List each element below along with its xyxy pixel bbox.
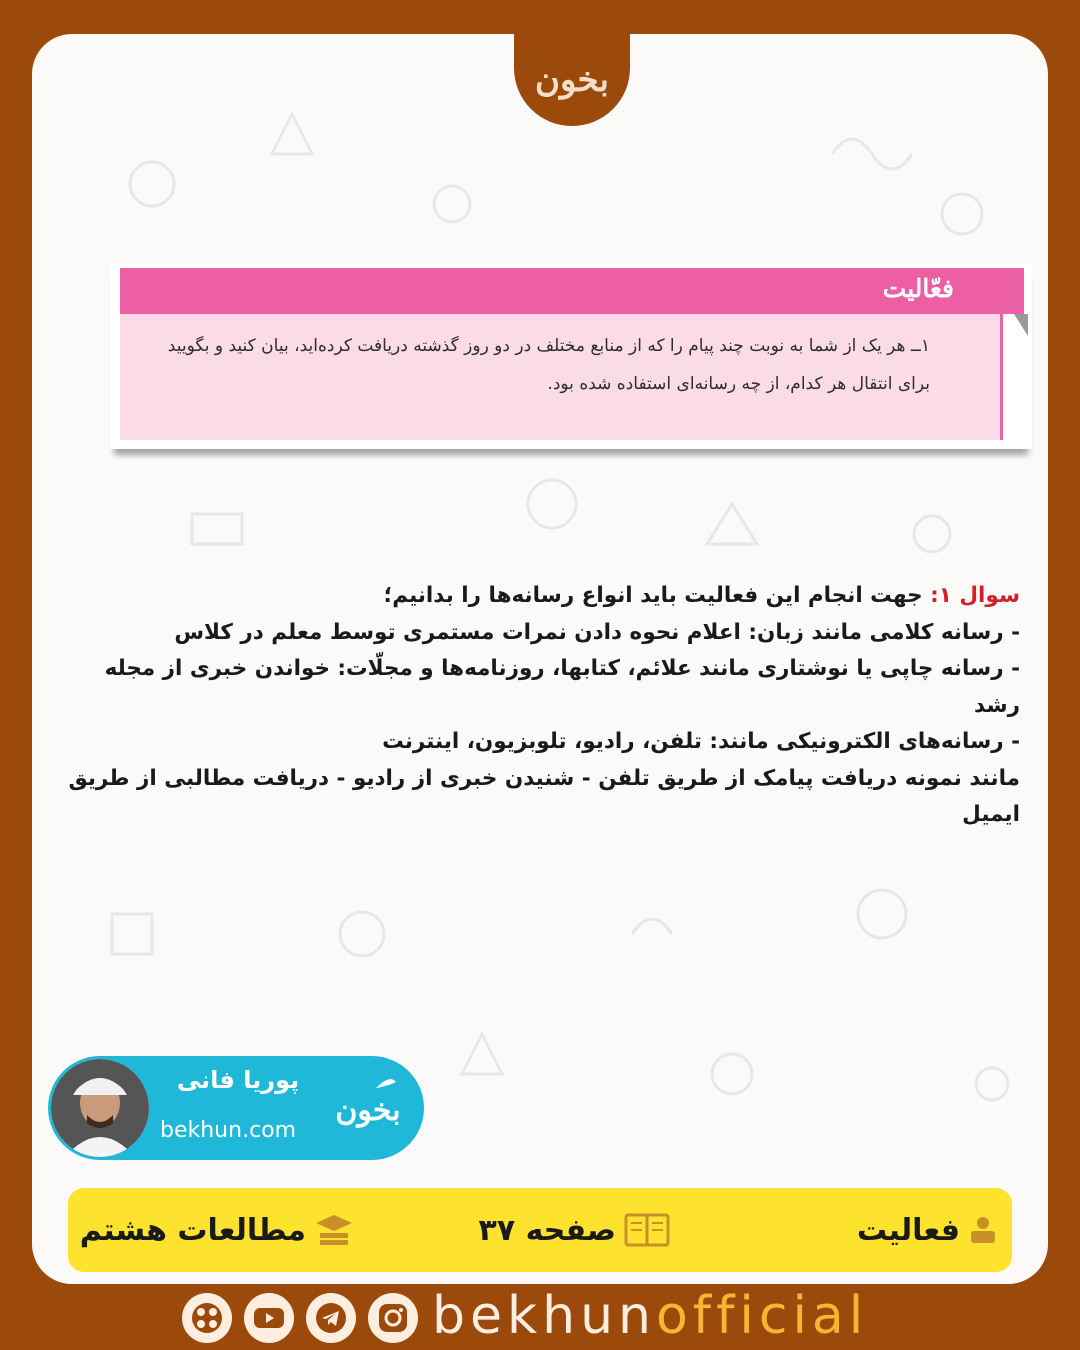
logo-text: بخون bbox=[535, 60, 609, 100]
teacher-icon bbox=[968, 1215, 998, 1245]
author-name: پوریا فانی bbox=[176, 1066, 300, 1094]
answer-line-2: - رسانه چاپی یا نوشتاری مانند علائم، کتابها، روزنامه‌ها و مجلّات: خواندن خبری از مجله رشد bbox=[104, 656, 1020, 718]
answer-line-3: - رسانه‌های الکترونیکی مانند: تلفن، رادیو، تلوبزیون، اینترنت bbox=[382, 729, 1020, 754]
book-icon bbox=[624, 1212, 670, 1248]
answer-line-4: مانند نمونه دریافت پیامک از طریق تلفن - شنیدن خبری از رادیو - دریافت مطالبی از طریق ایمیل bbox=[68, 765, 1020, 827]
textbook-line-1: ۱ــ هر یک از شما به نوبت چند پیام را که از منابع مختلف در دو روز گذشته دریافت کرده‌اید، بیان کنید و بگویید bbox=[167, 336, 930, 356]
textbook-line-2: برای انتقال هر کدام، از چه رسانه‌ای استفاده شده بود. bbox=[547, 374, 930, 394]
answer-text bbox=[58, 578, 1020, 834]
info-activity-label: فعالیت bbox=[856, 1212, 960, 1248]
brand-part-2: official bbox=[655, 1286, 869, 1346]
question-line bbox=[58, 578, 1020, 615]
author-logo-icon bbox=[328, 1068, 408, 1148]
info-page bbox=[479, 1206, 670, 1254]
aparat-link[interactable] bbox=[182, 1293, 232, 1343]
instagram-icon bbox=[376, 1301, 410, 1335]
telegram-icon bbox=[314, 1301, 348, 1335]
textbook-excerpt bbox=[110, 264, 1032, 449]
author-badge[interactable] bbox=[48, 1056, 424, 1160]
instagram-link[interactable] bbox=[368, 1293, 418, 1343]
info-subject-label: مطالعات هشتم bbox=[79, 1212, 306, 1248]
textbook-heading-bar bbox=[120, 268, 1024, 314]
author-site[interactable]: bekhun.com bbox=[160, 1118, 297, 1143]
telegram-link[interactable] bbox=[306, 1293, 356, 1343]
question-text: جهت انجام این فعالیت باید انواع رسانه‌ها را بدانیم؛ bbox=[383, 583, 931, 608]
avatar bbox=[51, 1059, 149, 1157]
aparat-icon bbox=[190, 1301, 224, 1335]
textbook-body bbox=[120, 314, 1003, 440]
author-logo-text: بخون bbox=[335, 1093, 401, 1128]
brand-handle bbox=[432, 1286, 868, 1346]
brand-part-1: bekhun bbox=[432, 1286, 656, 1346]
page-fold-decoration bbox=[1014, 314, 1028, 336]
question-label: سوال ۱: bbox=[930, 583, 1020, 608]
youtube-icon bbox=[252, 1301, 286, 1335]
graduation-cap-icon bbox=[314, 1213, 354, 1247]
answer-line-1: - رسانه کلامی مانند زبان: اعلام نحوه دادن نمرات مستمری توسط معلم در کلاس bbox=[174, 619, 1020, 645]
info-bar bbox=[68, 1188, 1012, 1272]
textbook-heading: فعّالیت bbox=[882, 274, 954, 303]
info-activity bbox=[857, 1206, 998, 1254]
info-page-label: صفحه ۳۷ bbox=[478, 1212, 616, 1248]
footer bbox=[0, 1286, 1080, 1350]
youtube-link[interactable] bbox=[244, 1293, 294, 1343]
info-subject bbox=[80, 1206, 354, 1254]
